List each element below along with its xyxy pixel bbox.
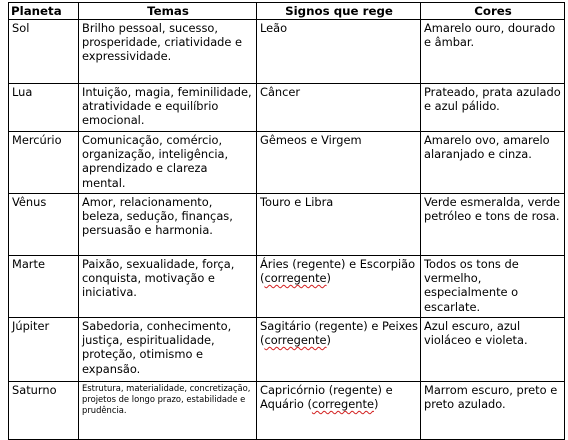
cell-temas: Sabedoria, conhecimento, justiça, espiritualidade, proteção, otimismo e expansão. <box>79 318 257 382</box>
signos-text: Gêmeos e Virgem <box>260 133 362 147</box>
signos-text-end: ) <box>374 397 379 412</box>
cell-signos <box>257 318 421 382</box>
table-header-row <box>9 3 565 20</box>
table-row-jupiter <box>9 318 565 382</box>
cell-signos <box>257 382 421 440</box>
table-row-sol <box>9 20 565 84</box>
cell-planeta: Vênus <box>9 194 79 256</box>
header-temas: Temas <box>79 3 257 20</box>
cell-temas: Brilho pessoal, sucesso, prosperidade, criatividade e expressividade. <box>79 20 257 84</box>
cell-cores: Verde esmeralda, verde petróleo e tons de rosa. <box>421 194 565 256</box>
cell-planeta: Mercúrio <box>9 132 79 194</box>
signos-text: Touro e Libra <box>260 195 334 209</box>
spellcheck-word: corregente <box>264 333 327 348</box>
table-row-marte <box>9 256 565 318</box>
cell-signos <box>257 84 421 132</box>
cell-cores: Amarelo ovo, amarelo alaranjado e cinza. <box>421 132 565 194</box>
cell-planeta: Saturno <box>9 382 79 440</box>
cell-temas: Comunicação, comércio, organização, inteligência, aprendizado e clareza mental. <box>79 132 257 194</box>
signos-text-end: ) <box>326 333 331 348</box>
spellcheck-word: corregente <box>264 271 327 286</box>
table-row-venus <box>9 194 565 256</box>
cell-signos <box>257 256 421 318</box>
cell-planeta: Marte <box>9 256 79 318</box>
cell-temas: Intuição, magia, feminilidade, atratividade e equilíbrio emocional. <box>79 84 257 132</box>
cell-cores: Marrom escuro, preto e preto azulado. <box>421 382 565 440</box>
cell-temas: Estrutura, materialidade, concretização, projetos de longo prazo, estabilidade e prudência. <box>79 382 257 440</box>
cell-temas: Amor, relacionamento, beleza, sedução, finanças, persuasão e harmonia. <box>79 194 257 256</box>
signos-text: Áries (regente) e Escorpião ( <box>260 257 416 286</box>
signos-text-end: ) <box>326 271 331 286</box>
signos-text: Capricórnio (regente) e Aquário ( <box>260 383 393 412</box>
spellcheck-word: corregente <box>311 397 374 412</box>
cell-temas: Paixão, sexualidade, força, conquista, motivação e iniciativa. <box>79 256 257 318</box>
table-row-saturno <box>9 382 565 440</box>
header-cores: Cores <box>421 3 565 20</box>
header-signos: Signos que rege <box>257 3 421 20</box>
cell-cores: Todos os tons de vermelho, especialmente o escarlate. <box>421 256 565 318</box>
header-planeta: Planeta <box>9 3 79 20</box>
signos-text: Leão <box>260 21 288 35</box>
cell-cores: Prateado, prata azulado e azul pálido. <box>421 84 565 132</box>
signos-text: Sagitário (regente) e Peixes ( <box>260 319 418 348</box>
cell-signos <box>257 194 421 256</box>
cell-cores: Amarelo ouro, dourado e âmbar. <box>421 20 565 84</box>
signos-text: Câncer <box>260 85 301 99</box>
cell-signos <box>257 20 421 84</box>
cell-cores: Azul escuro, azul violáceo e violeta. <box>421 318 565 382</box>
cell-signos <box>257 132 421 194</box>
cell-planeta: Júpiter <box>9 318 79 382</box>
cell-planeta: Sol <box>9 20 79 84</box>
cell-planeta: Lua <box>9 84 79 132</box>
table-row-mercurio <box>9 132 565 194</box>
table-row-lua <box>9 84 565 132</box>
planet-correspondence-table <box>8 2 565 440</box>
